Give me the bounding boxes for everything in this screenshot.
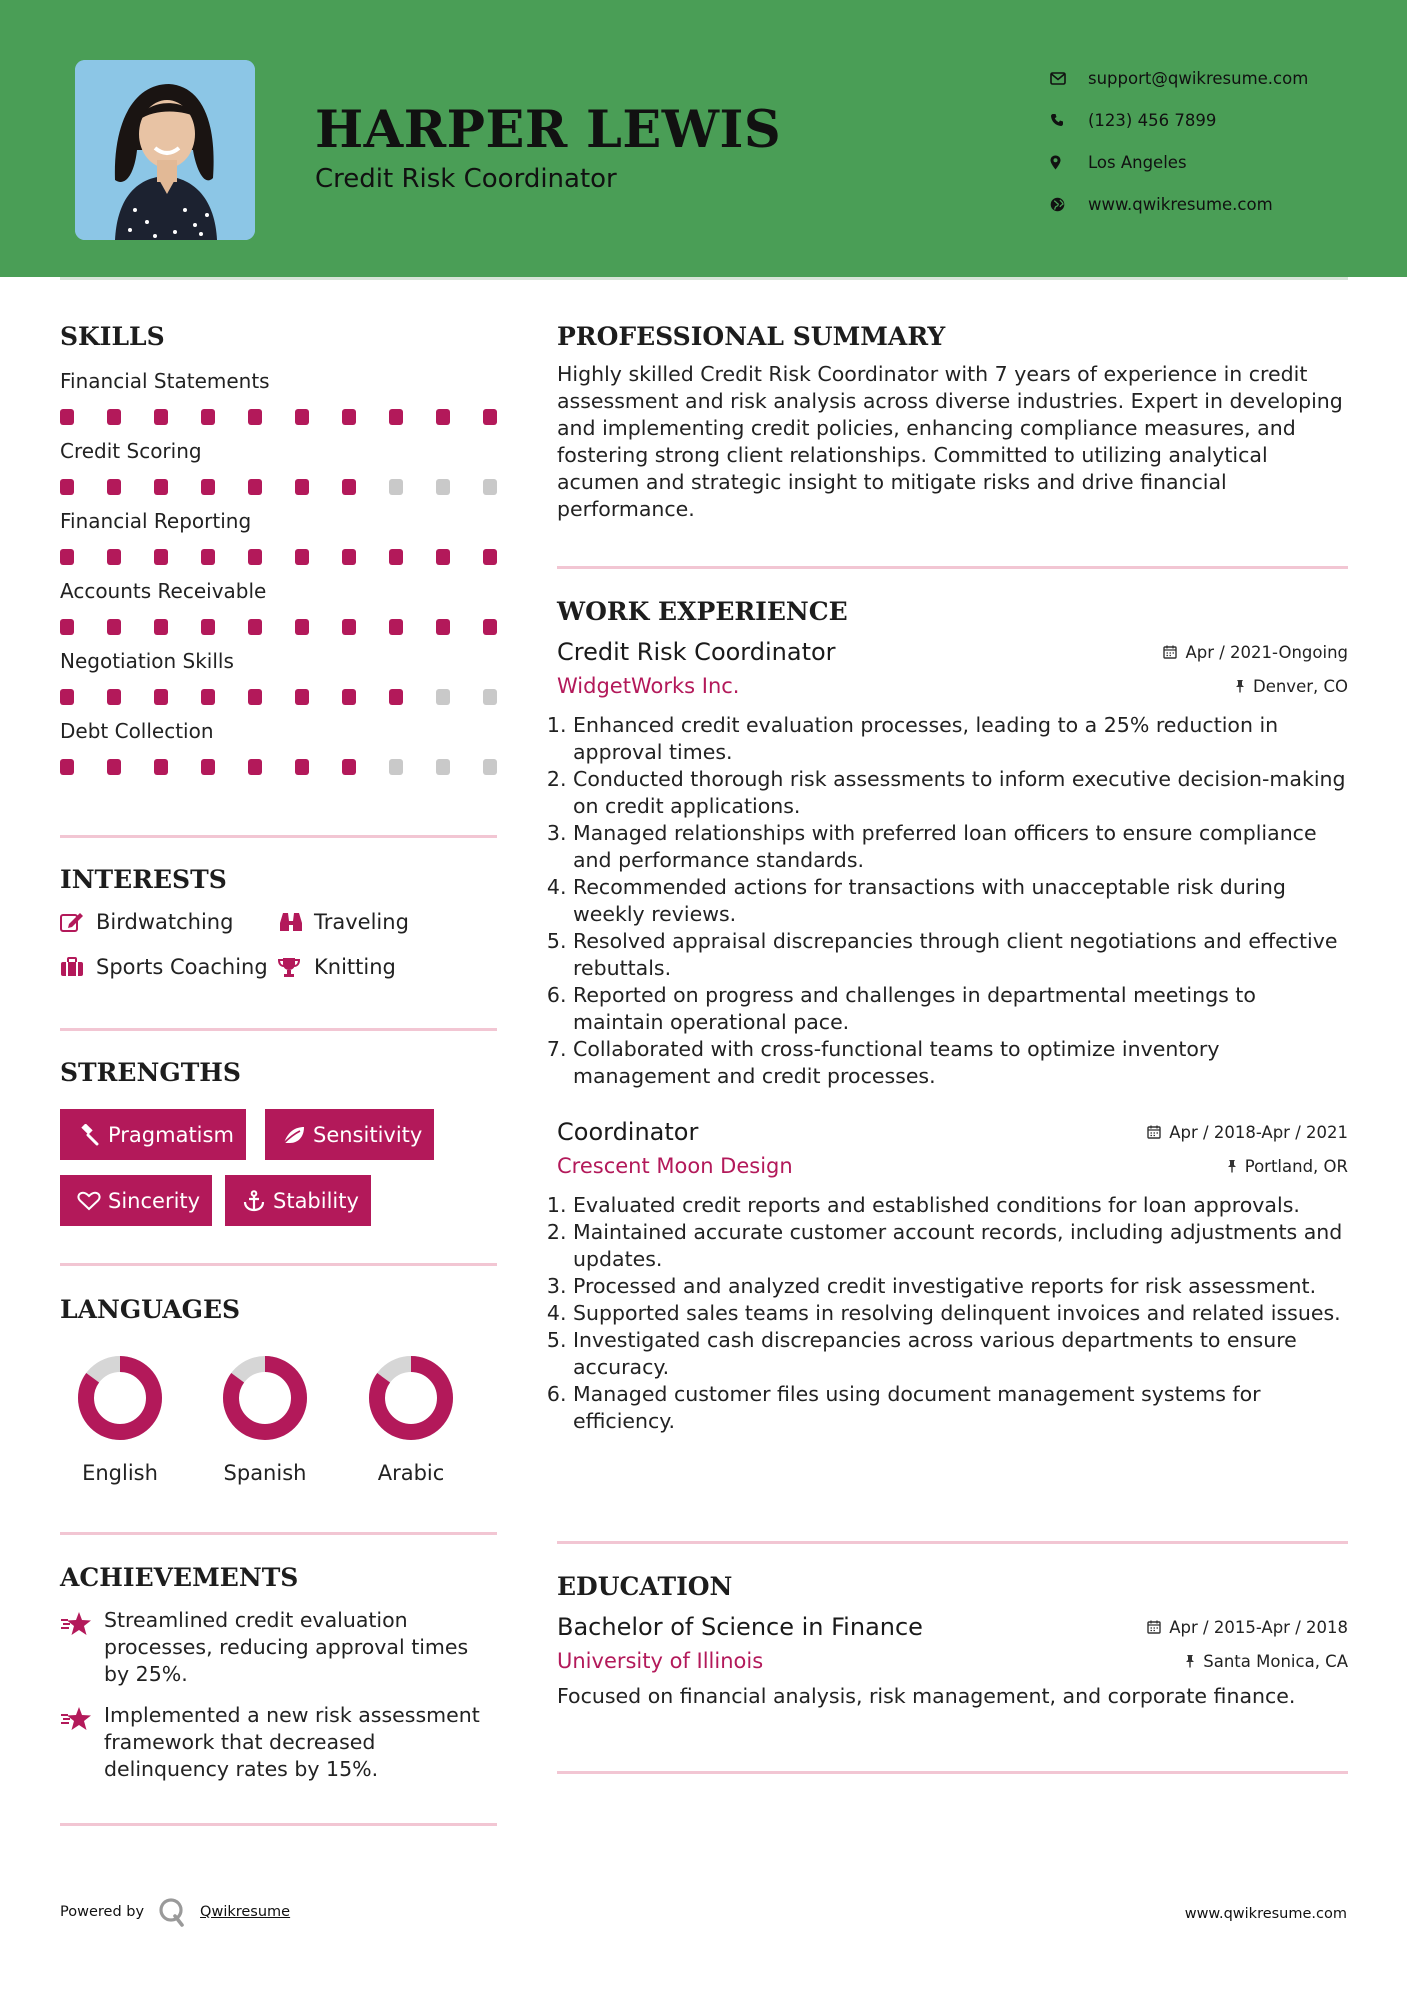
powered-by-label: Powered by [60, 1904, 145, 1920]
rating-dot-filled [389, 689, 403, 705]
achievement-text: Implemented a new risk assessment framework that decreased delinquency rates by 15%. [104, 1703, 480, 1781]
rating-dot-filled [60, 409, 74, 425]
rating-dot-empty [436, 689, 450, 705]
globe-icon [1050, 197, 1088, 212]
skill-name: Financial Reporting [60, 509, 252, 533]
section-divider [60, 1823, 497, 1826]
language-item [65, 1353, 175, 1485]
contact-location-text: Los Angeles [1088, 152, 1187, 172]
skill-name: Negotiation Skills [60, 649, 234, 673]
job-location: Portland, OR [1244, 1156, 1348, 1176]
job-dates: Apr / 2018-Apr / 2021 [1169, 1122, 1348, 1142]
rating-dot-empty [389, 479, 403, 495]
duty-item: 2. Conducted thorough risk assessments to inform executive decision-making on credit applications. [573, 766, 1348, 820]
interest-item [60, 910, 233, 934]
company-name: Crescent Moon Design [557, 1154, 793, 1178]
skill-name: Accounts Receivable [60, 579, 267, 603]
duty-item: 6. Reported on progress and challenges in departmental meetings to maintain operational pace. [573, 982, 1348, 1036]
rating-dot-empty [389, 759, 403, 775]
language-label: Arabic [377, 1461, 445, 1485]
header-banner [0, 0, 1407, 277]
language-proficiency-ring [210, 1353, 320, 1443]
skill-item [60, 495, 497, 565]
rating-dot-filled [342, 409, 356, 425]
interest-label: Knitting [314, 955, 396, 979]
rating-dot-filled [107, 479, 121, 495]
education-section [557, 1572, 1348, 1710]
summary-section [557, 322, 1348, 523]
job-location: Denver, CO [1252, 676, 1348, 696]
skill-rating [60, 689, 497, 705]
contact-phone[interactable] [1050, 99, 1308, 141]
job-dates: Apr / 2021-Ongoing [1185, 642, 1348, 662]
rating-dot-empty [483, 689, 497, 705]
education-description: Focused on financial analysis, risk management, and corporate finance. [557, 1684, 1296, 1708]
strength-tag [60, 1175, 212, 1226]
duty-item: 4. Supported sales teams in resolving delinquent invoices and related issues. [573, 1300, 1348, 1327]
candidate-role: Credit Risk Coordinator [315, 164, 617, 194]
rating-dot-filled [483, 619, 497, 635]
duty-item: 5. Resolved appraisal discrepancies through client negotiations and effective rebuttals. [573, 928, 1348, 982]
interests-section [60, 865, 497, 894]
skill-item [60, 705, 497, 775]
degree-title: Bachelor of Science in Finance [557, 1613, 923, 1641]
strength-tag [60, 1109, 246, 1160]
education-dates: Apr / 2015-Apr / 2018 [1169, 1617, 1348, 1637]
rating-dot-filled [248, 479, 262, 495]
star-icon [60, 1702, 104, 1783]
rating-dot-filled [295, 759, 309, 775]
rating-dot-filled [483, 409, 497, 425]
skill-item [60, 635, 497, 705]
education-heading: EDUCATION [557, 1572, 733, 1601]
summary-text: Highly skilled Credit Risk Coordinator with 7 years of experience in credit assessment and risk analysis across diverse industries. Expert in developing and implementing credit policies, enhancing compliance measures, and fostering strong client relationships. Committed to utilizing analytical acumen and strategic insight to mitigate risks and drive financial performance. [557, 362, 1343, 521]
duty-item: 3. Managed relationships with preferred loan officers to ensure compliance and performance standards. [573, 820, 1348, 874]
rating-dot-filled [342, 689, 356, 705]
interests-heading: INTERESTS [60, 865, 227, 894]
pushpin-icon [1235, 679, 1245, 693]
rating-dot-filled [248, 759, 262, 775]
rating-dot-filled [389, 619, 403, 635]
rating-dot-empty [483, 759, 497, 775]
rating-dot-filled [295, 479, 309, 495]
rating-dot-filled [483, 549, 497, 565]
rating-dot-filled [60, 759, 74, 775]
rating-dot-empty [483, 479, 497, 495]
header-divider [60, 277, 1348, 280]
briefcase-icon [60, 957, 96, 977]
skill-item [60, 565, 497, 635]
envelope-icon [1050, 72, 1088, 85]
languages-section [60, 1295, 497, 1324]
skill-rating [60, 759, 497, 775]
binoculars-icon [278, 911, 314, 933]
trophy-icon [278, 956, 314, 978]
skill-name: Financial Statements [60, 369, 270, 393]
languages-heading: LANGUAGES [60, 1295, 241, 1324]
skill-item [60, 355, 497, 425]
pushpin-icon [1185, 1654, 1195, 1668]
language-proficiency-ring [65, 1353, 175, 1443]
rating-dot-filled [107, 409, 121, 425]
star-icon [60, 1607, 104, 1688]
section-divider [557, 1771, 1348, 1774]
section-divider [557, 566, 1348, 569]
footer-url[interactable]: www.qwikresume.com [1184, 1906, 1347, 1922]
rating-dot-filled [389, 409, 403, 425]
rating-dot-filled [436, 549, 450, 565]
heart-icon [70, 1191, 108, 1211]
rating-dot-filled [201, 549, 215, 565]
contact-website[interactable] [1050, 183, 1308, 225]
skills-section [60, 322, 497, 775]
duties-list [555, 1192, 1348, 1435]
duty-item: 4. Recommended actions for transactions with unacceptable risk during weekly reviews. [573, 874, 1348, 928]
strength-tag [225, 1175, 371, 1226]
section-divider [557, 1541, 1348, 1544]
rating-dot-filled [201, 759, 215, 775]
rating-dot-filled [248, 619, 262, 635]
achievement-item [60, 1702, 494, 1783]
rating-dot-filled [60, 689, 74, 705]
interest-label: Traveling [314, 910, 409, 934]
contact-list [1050, 57, 1308, 225]
gavel-icon [70, 1124, 108, 1146]
footer-branding [60, 1897, 290, 1927]
section-divider [60, 1263, 497, 1266]
interest-item [278, 955, 396, 979]
summary-heading: PROFESSIONAL SUMMARY [557, 322, 946, 351]
qwikresume-link[interactable]: Qwikresume [200, 1904, 291, 1920]
contact-location [1050, 141, 1308, 183]
skill-name: Credit Scoring [60, 439, 202, 463]
duty-item: 7. Collaborated with cross-functional teams to optimize inventory management and credit processes. [573, 1036, 1348, 1090]
rating-dot-filled [389, 549, 403, 565]
duty-item: 5. Investigated cash discrepancies across various departments to ensure accuracy. [573, 1327, 1348, 1381]
achievement-text: Streamlined credit evaluation processes, reducing approval times by 25%. [104, 1608, 469, 1686]
skills-heading: SKILLS [60, 322, 165, 351]
map-pin-icon [1050, 155, 1088, 170]
rating-dot-filled [436, 409, 450, 425]
rating-dot-filled [436, 619, 450, 635]
skill-rating [60, 619, 497, 635]
interest-label: Sports Coaching [96, 955, 268, 979]
education-location: Santa Monica, CA [1203, 1651, 1348, 1671]
contact-website-text: www.qwikresume.com [1088, 194, 1273, 214]
school-name: University of Illinois [557, 1649, 764, 1673]
rating-dot-filled [60, 619, 74, 635]
skill-name: Debt Collection [60, 719, 214, 743]
language-item [356, 1353, 466, 1485]
phone-icon [1050, 113, 1088, 127]
rating-dot-filled [154, 549, 168, 565]
leaf-icon [275, 1125, 313, 1145]
strengths-heading: STRENGTHS [60, 1058, 241, 1087]
rating-dot-filled [201, 619, 215, 635]
rating-dot-filled [342, 619, 356, 635]
rating-dot-filled [201, 479, 215, 495]
interest-item [278, 910, 409, 934]
rating-dot-filled [248, 409, 262, 425]
language-label: Spanish [223, 1461, 307, 1485]
rating-dot-filled [154, 689, 168, 705]
language-item [210, 1353, 320, 1485]
rating-dot-filled [201, 409, 215, 425]
rating-dot-filled [201, 689, 215, 705]
section-divider [60, 835, 497, 838]
rating-dot-filled [295, 549, 309, 565]
achievements-heading: ACHIEVEMENTS [60, 1563, 299, 1592]
strength-label: Sincerity [108, 1188, 201, 1213]
contact-email[interactable] [1050, 57, 1308, 99]
rating-dot-filled [295, 409, 309, 425]
rating-dot-filled [60, 549, 74, 565]
calendar-icon [1147, 1620, 1161, 1634]
achievement-item [60, 1607, 494, 1688]
rating-dot-filled [248, 549, 262, 565]
candidate-name: HARPER LEWIS [315, 100, 782, 160]
skill-rating [60, 479, 497, 495]
rating-dot-empty [436, 759, 450, 775]
rating-dot-filled [342, 479, 356, 495]
rating-dot-filled [60, 479, 74, 495]
interest-item [60, 955, 268, 979]
section-divider [60, 1532, 497, 1535]
rating-dot-filled [154, 759, 168, 775]
language-proficiency-ring [356, 1353, 466, 1443]
language-label: English [82, 1461, 158, 1485]
rating-dot-filled [295, 619, 309, 635]
rating-dot-filled [248, 689, 262, 705]
company-name: WidgetWorks Inc. [557, 674, 740, 698]
job-title: Credit Risk Coordinator [557, 638, 836, 666]
rating-dot-filled [342, 759, 356, 775]
experience-heading: WORK EXPERIENCE [557, 597, 848, 626]
duty-item: 6. Managed customer files using document management systems for efficiency. [573, 1381, 1348, 1435]
duty-item: 3. Processed and analyzed credit investigative reports for risk assessment. [573, 1273, 1348, 1300]
qwikresume-logo-icon [158, 1897, 186, 1927]
job-entry [557, 1118, 1348, 1435]
strength-tag [265, 1109, 434, 1160]
rating-dot-filled [342, 549, 356, 565]
duty-item: 2. Maintained accurate customer account records, including adjustments and updates. [573, 1219, 1348, 1273]
contact-email-text: support@qwikresume.com [1088, 68, 1309, 88]
profile-photo [75, 60, 255, 240]
strength-label: Pragmatism [108, 1122, 234, 1147]
rating-dot-filled [107, 549, 121, 565]
strengths-section [60, 1058, 497, 1087]
pushpin-icon [1227, 1159, 1237, 1173]
duty-item: 1. Enhanced credit evaluation processes, leading to a 25% reduction in approval times. [573, 712, 1348, 766]
calendar-icon [1147, 1125, 1161, 1139]
duty-item: 1. Evaluated credit reports and established conditions for loan approvals. [573, 1192, 1348, 1219]
job-entry [557, 638, 1348, 1090]
duties-list [555, 712, 1348, 1090]
rating-dot-empty [436, 479, 450, 495]
contact-phone-text: (123) 456 7899 [1088, 110, 1217, 130]
skill-item [60, 425, 497, 495]
rating-dot-filled [154, 409, 168, 425]
achievements-section [60, 1563, 497, 1592]
strength-label: Sensitivity [313, 1122, 423, 1147]
skills-list [60, 355, 497, 775]
section-divider [60, 1028, 497, 1031]
rating-dot-filled [107, 759, 121, 775]
calendar-icon [1163, 645, 1177, 659]
pencil-icon [60, 911, 96, 933]
rating-dot-filled [154, 619, 168, 635]
interest-label: Birdwatching [96, 910, 234, 934]
rating-dot-filled [295, 689, 309, 705]
skill-rating [60, 409, 497, 425]
rating-dot-filled [154, 479, 168, 495]
skill-rating [60, 549, 497, 565]
job-title: Coordinator [557, 1118, 699, 1146]
rating-dot-filled [107, 689, 121, 705]
anchor-icon [235, 1190, 273, 1212]
strength-label: Stability [273, 1188, 359, 1213]
experience-section [557, 597, 1348, 1435]
rating-dot-filled [107, 619, 121, 635]
